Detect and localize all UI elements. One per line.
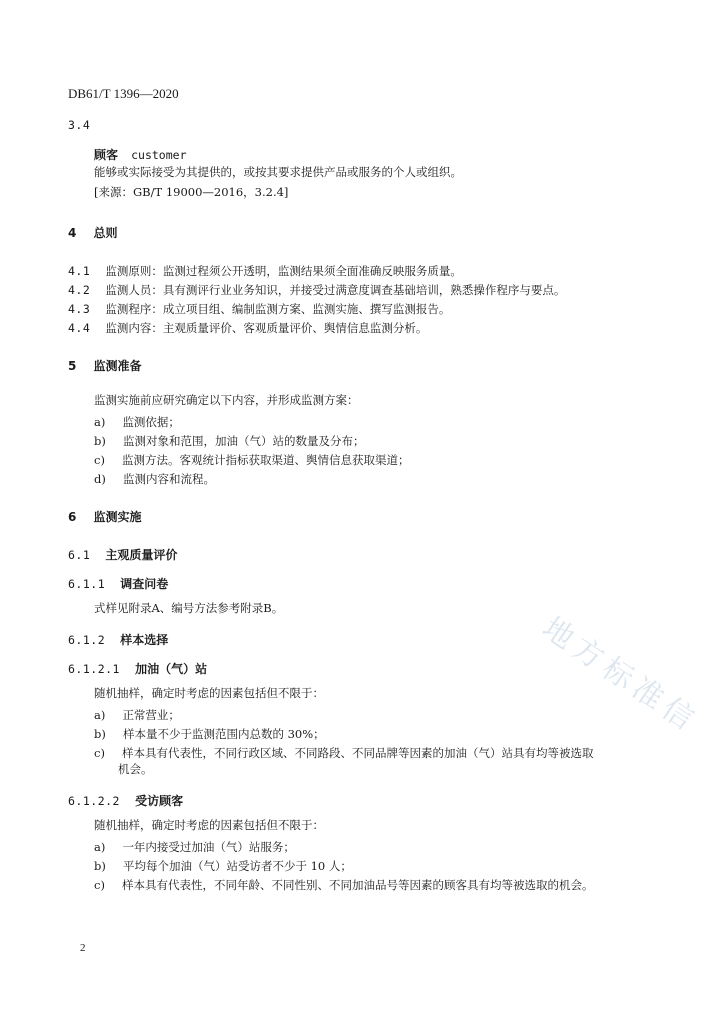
clause-number: 4.2 (68, 283, 91, 297)
term-source: [来源：GB/T 19000—2016，3.2.4] (94, 185, 289, 199)
section-title: 受访顾客 (135, 794, 184, 808)
section-6-1-2-2-heading (68, 790, 183, 809)
list-text: 监测对象和范围，加油（气）站的数量及分布； (122, 434, 365, 448)
list-item (94, 449, 410, 468)
list-item (94, 836, 295, 855)
page-number: 2 (80, 942, 86, 954)
clause-text: 监测程序：成立项目组、编制监测方案、监测实施、撰写监测报告。 (105, 302, 451, 316)
clause-4-4 (68, 317, 427, 336)
list-item (94, 704, 180, 723)
list-label: a) (94, 708, 106, 722)
list-item (94, 723, 325, 742)
section-5-intro: 监测实施前应研究确定以下内容，并形成监测方案： (94, 393, 359, 407)
watermark-text: 地方标准信 (535, 610, 705, 741)
document-header: DB61/T 1396—2020 (68, 86, 179, 101)
section-title: 加油（气）站 (135, 662, 208, 676)
list-label: b) (94, 727, 106, 741)
section-6-1-2-1-intro: 随机抽样，确定时考虑的因素包括但不限于： (94, 686, 324, 700)
clause-number-3-4: 3.4 (68, 118, 91, 132)
list-text: 正常营业； (122, 708, 180, 722)
section-6-1-2-2-intro: 随机抽样，确定时考虑的因素包括但不限于： (94, 818, 324, 832)
section-number: 6.1.2 (68, 633, 106, 647)
clause-4-2 (68, 279, 565, 298)
clause-number: 4.1 (68, 264, 91, 278)
section-6-1-1-heading (68, 573, 168, 592)
clause-number: 4.4 (68, 321, 91, 335)
list-item (94, 411, 180, 430)
section-number: 6.1 (68, 548, 91, 562)
section-4-heading (68, 222, 117, 241)
list-text: 样本具有代表性，不同行政区域、不同路段、不同品牌等因素的加油（气）站具有均等被选取 (122, 746, 594, 760)
list-label: a) (94, 415, 106, 429)
section-4-number: 4 (68, 226, 77, 240)
list-label: b) (94, 434, 106, 448)
list-item (94, 742, 594, 761)
term-en: customer (131, 148, 187, 162)
term-entry (94, 144, 187, 163)
list-text: 一年内接受过加油（气）站服务； (122, 840, 295, 854)
section-title: 调查问卷 (120, 577, 169, 591)
list-label: d) (94, 472, 106, 486)
list-text: 样本量不少于监测范围内总数的 30%； (122, 727, 325, 741)
list-text: 监测内容和流程。 (122, 472, 215, 486)
section-6-1-2-heading (68, 629, 168, 648)
section-number: 6.1.1 (68, 577, 106, 591)
clause-text: 监测内容：主观质量评价、客观质量评价、舆情信息监测分析。 (105, 321, 428, 335)
clause-4-3 (68, 298, 450, 317)
list-label: c) (94, 878, 105, 892)
term-definition: 能够或实际接受为其提供的，或按其要求提供产品或服务的个人或组织。 (94, 165, 462, 179)
clause-4-1 (68, 260, 462, 279)
list-text: 平均每个加油（气）站受访者不少于 10 人； (122, 859, 352, 873)
list-label: c) (94, 746, 105, 760)
section-title: 样本选择 (120, 633, 169, 647)
list-text: 样本具有代表性，不同年龄、不同性别、不同加油品号等因素的顾客具有均等被选取的机会。 (122, 878, 594, 892)
section-6-1-heading (68, 544, 177, 563)
section-number: 6.1.2.1 (68, 662, 120, 676)
section-number: 6.1.2.2 (68, 794, 120, 808)
section-6-1-1-text: 式样见附录A、编号方法参考附录B。 (94, 601, 284, 615)
list-label: b) (94, 859, 106, 873)
clause-text: 监测人员：具有测评行业业务知识，并接受过满意度调查基础培训，熟悉操作程序与要点。 (105, 283, 566, 297)
list-item (94, 855, 352, 874)
list-item (94, 874, 594, 893)
list-label: a) (94, 840, 106, 854)
list-item (94, 468, 215, 487)
section-6-heading (68, 506, 141, 525)
list-text: 监测依据； (122, 415, 180, 429)
section-6-title: 监测实施 (93, 510, 142, 524)
section-5-heading (68, 355, 141, 374)
section-5-title: 监测准备 (93, 359, 142, 373)
clause-number: 4.3 (68, 302, 91, 316)
clause-text: 监测原则：监测过程须公开透明，监测结果须全面准确反映服务质量。 (105, 264, 462, 278)
list-text-continued: 机会。 (118, 762, 153, 776)
section-title: 主观质量评价 (105, 548, 178, 562)
section-6-number: 6 (68, 510, 77, 524)
term-zh: 顾客 (94, 148, 119, 162)
section-5-number: 5 (68, 359, 77, 373)
list-text: 监测方法。客观统计指标获取渠道、舆情信息获取渠道； (122, 453, 410, 467)
section-6-1-2-1-heading (68, 658, 207, 677)
section-4-title: 总则 (93, 226, 118, 240)
list-label: c) (94, 453, 105, 467)
list-item (94, 430, 364, 449)
